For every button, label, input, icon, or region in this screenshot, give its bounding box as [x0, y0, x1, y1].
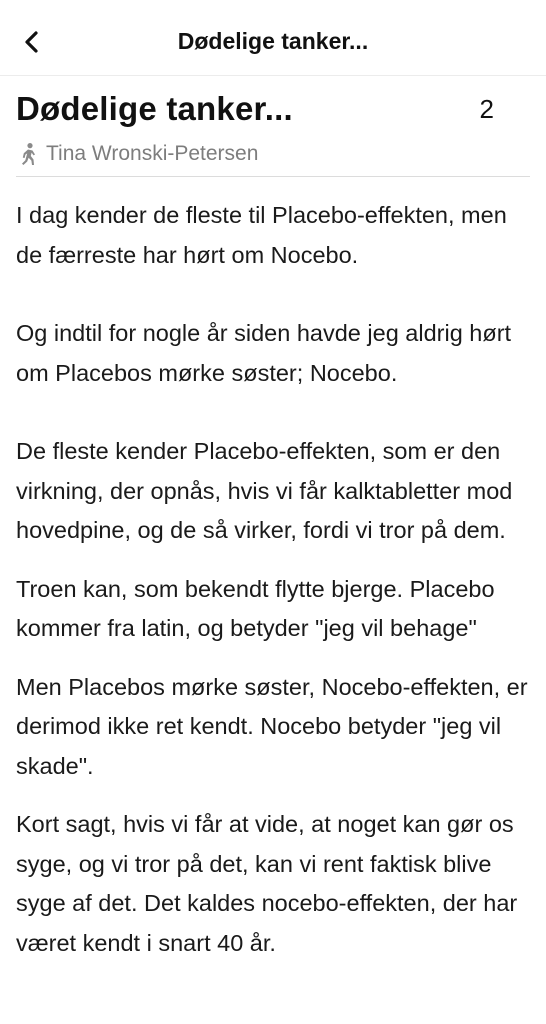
paragraph: Troen kan, som bekendt flytte bjerge. Placebo kommer fra latin, og betyder "jeg vil behage" — [16, 575, 495, 641]
divider — [16, 176, 530, 177]
paragraph: Men Placebos mørke søster, Nocebo-effekten, er derimod ikke ret kendt. Nocebo betyder "jeg vil skade". — [16, 673, 528, 779]
article-title: Dødelige tanker... — [16, 90, 293, 127]
author-name[interactable]: Tina Wronski-Petersen — [46, 142, 259, 165]
paragraph: De fleste kender Placebo-effekten, som er den virkning, der opnås, hvis vi får kalktabletter mod hovedpine, og de så virker, fordi vi tror på dem. — [16, 438, 513, 543]
article-header — [16, 84, 530, 170]
article-body — [16, 196, 532, 963]
navigation-bar — [0, 0, 546, 76]
paragraph: I dag kender de fleste til Placebo-effekten, men de færreste har hørt om Nocebo. — [16, 202, 507, 268]
author-row[interactable] — [16, 138, 530, 170]
part-counter: 2 — [479, 93, 494, 124]
title-row — [16, 84, 530, 134]
person-walking-icon — [16, 141, 42, 167]
chevron-left-icon — [21, 30, 43, 59]
back-button[interactable] — [10, 22, 54, 66]
paragraph: Kort sagt, hvis vi får at vide, at noget kan gør os syge, og vi tror på det, kan vi rent faktisk blive syge af det. Det kaldes nocebo-effekten, der har været kendt i snart 40 år. — [16, 811, 518, 956]
nav-title: Dødelige tanker... — [177, 28, 369, 54]
paragraph: Og indtil for nogle år siden havde jeg aldrig hørt om Placebos mørke søster; Nocebo. — [16, 320, 512, 386]
